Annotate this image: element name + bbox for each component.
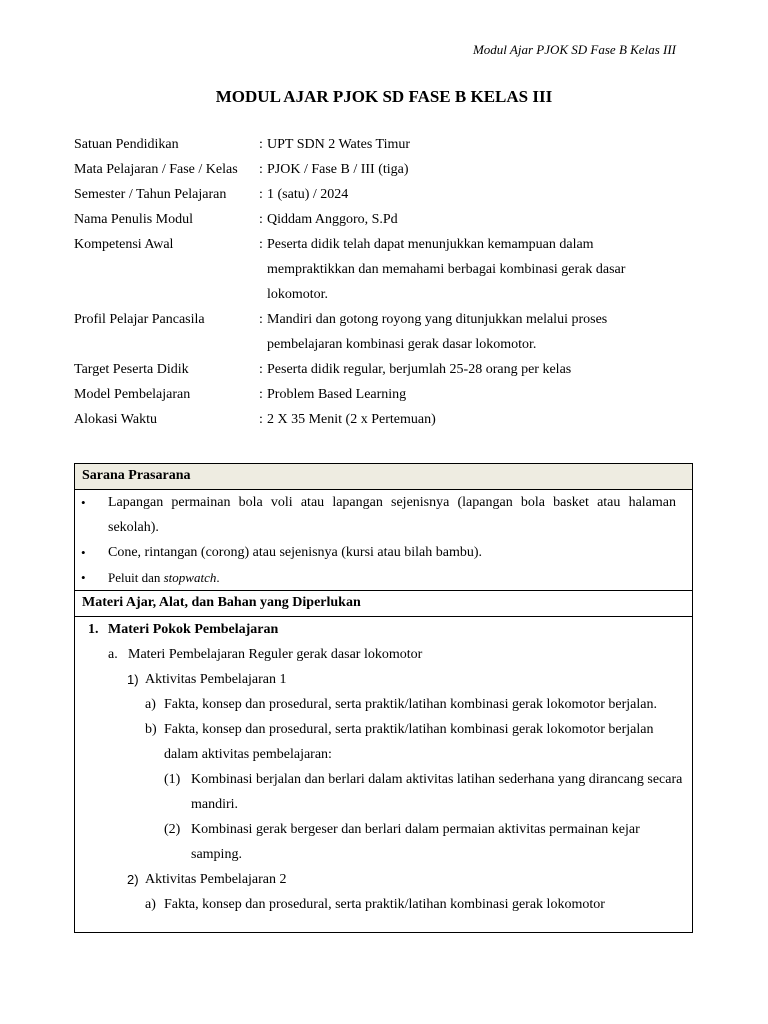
identity-key: Model Pembelajaran [74, 387, 191, 402]
list-item: a) Fakta, konsep dan prosedural, serta praktik/latihan kombinasi gerak lokomotor [145, 897, 605, 912]
identity-value: : UPT SDN 2 Wates Timur [259, 137, 411, 152]
list-item: 1) Aktivitas Pembelajaran 1 [127, 672, 287, 687]
identity-value: : Mandiri dan gotong royong yang ditunjukkan melalui proses pembelajaran kombinasi gerak dasar lokomotor. [259, 307, 694, 357]
identity-value: : PJOK / Fase B / III (tiga) [259, 162, 409, 177]
identity-row [74, 157, 694, 182]
identity-key: Alokasi Waktu [74, 412, 157, 427]
identity-value: : Problem Based Learning [259, 387, 407, 402]
identity-row [74, 132, 694, 157]
list-item: (1) Kombinasi berjalan dan berlari dalam aktivitas latihan sederhana yang dirancang secara mandiri. [164, 772, 683, 812]
identity-key: Profil Pelajar Pancasila [74, 312, 205, 327]
content-table [74, 463, 693, 933]
materi-list [75, 617, 692, 917]
running-header: Modul Ajar PJOK SD Fase B Kelas III [472, 42, 676, 57]
identity-value-continuation: lokomotor. [267, 287, 329, 302]
identity-row [74, 232, 694, 307]
identity-value: : 2 X 35 Menit (2 x Pertemuan) [259, 412, 436, 427]
identity-value: : Peserta didik regular, berjumlah 25-28 orang per kelas [259, 362, 572, 377]
identity-row [74, 307, 694, 357]
bullet-icon: • [81, 545, 86, 560]
identity-key: Semester / Tahun Pelajaran [74, 187, 227, 202]
section-heading-sarana: Sarana Prasarana [75, 464, 692, 490]
identity-row [74, 182, 694, 207]
list-item: b) Fakta, konsep dan prosedural, serta praktik/latihan kombinasi gerak lokomotor berjalan dalam aktivitas pembelajaran: [145, 722, 654, 762]
sarana-list [75, 490, 692, 590]
identity-row [74, 357, 694, 382]
section-heading-materi: Materi Ajar, Alat, dan Bahan yang Diperlukan [75, 590, 692, 617]
list-item: a) Fakta, konsep dan prosedural, serta praktik/latihan kombinasi gerak lokomotor berjalan. [145, 697, 657, 712]
bullet-icon: • [81, 570, 86, 585]
list-item: • Peluit dan stopwatch. [75, 565, 692, 590]
identity-key: Nama Penulis Modul [74, 212, 193, 227]
identity-key: Mata Pelajaran / Fase / Kelas [74, 162, 238, 177]
list-item: 1. Materi Pokok Pembelajaran [88, 622, 279, 637]
identity-value-continuation: mempraktikkan dan memahami berbagai kombinasi gerak dasar [267, 262, 626, 277]
identity-key: Satuan Pendidikan [74, 137, 179, 152]
identity-value-continuation: pembelajaran kombinasi gerak dasar lokomotor. [267, 337, 537, 352]
identity-value: : Qiddam Anggoro, S.Pd [259, 212, 398, 227]
bullet-icon: • [81, 495, 86, 510]
identity-row [74, 207, 694, 232]
identity-value: : 1 (satu) / 2024 [259, 187, 349, 202]
list-item: 2) Aktivitas Pembelajaran 2 [127, 872, 287, 887]
list-item: • Lapangan permainan bola voli atau lapangan sejenisnya (lapangan bola basket atau halaman sekolah). [75, 490, 692, 540]
document-title: MODUL AJAR PJOK SD FASE B KELAS III [215, 87, 553, 106]
list-item: • Cone, rintangan (corong) atau sejenisnya (kursi atau bilah bambu). [75, 540, 692, 565]
list-item: (2) Kombinasi gerak bergeser dan berlari dalam permaian aktivitas permainan kejar samping. [164, 822, 640, 862]
identity-table [74, 132, 694, 432]
identity-key: Target Peserta Didik [74, 362, 189, 377]
identity-value: : Peserta didik telah dapat menunjukkan kemampuan dalam mempraktikkan dan memahami berbagai kombinasi gerak dasar lokomotor. [259, 232, 694, 307]
identity-row [74, 382, 694, 407]
identity-row [74, 407, 694, 432]
list-item: a. Materi Pembelajaran Reguler gerak dasar lokomotor [108, 647, 423, 662]
identity-key: Kompetensi Awal [74, 237, 174, 252]
